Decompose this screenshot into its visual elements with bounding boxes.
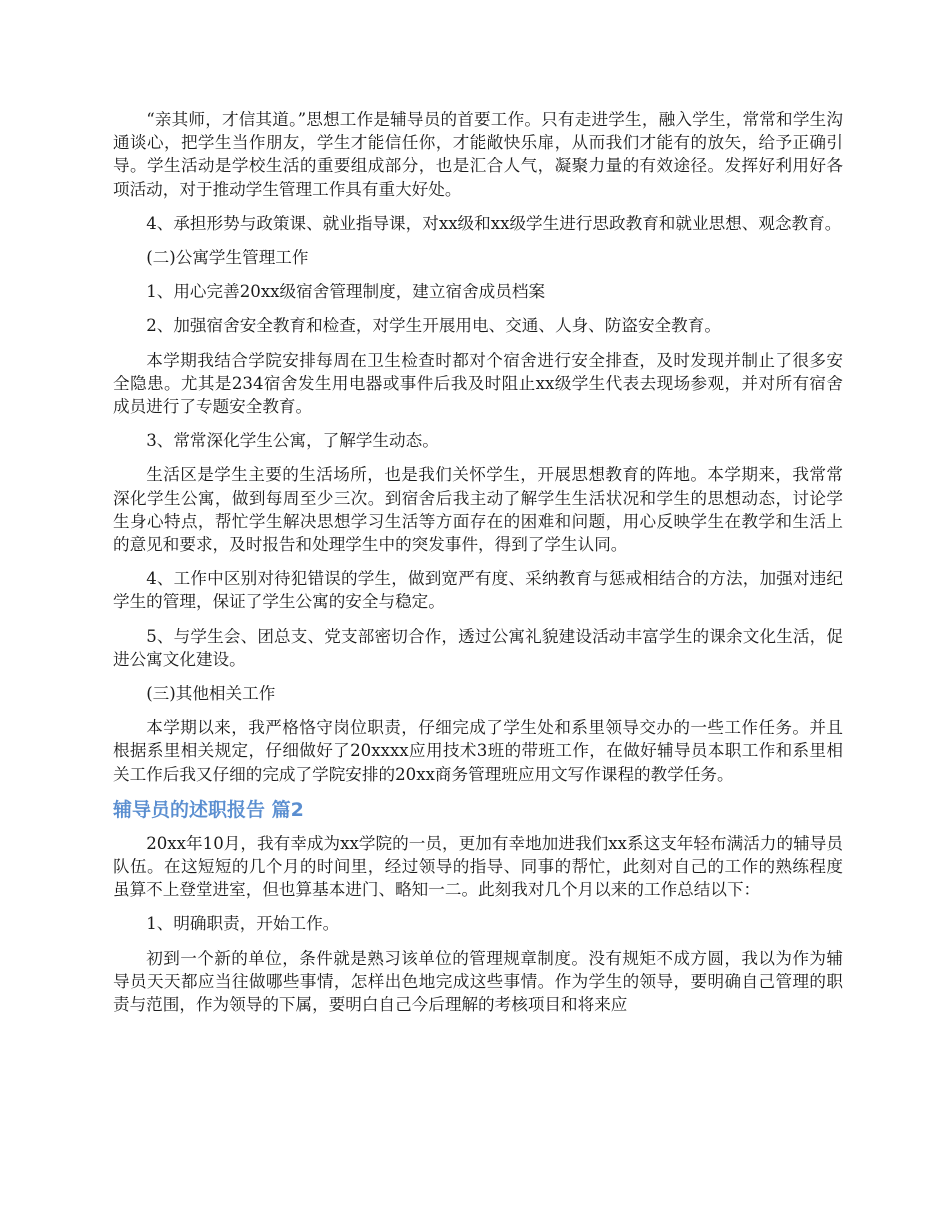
- subsection-title: (二)公寓学生管理工作: [146, 248, 309, 268]
- paragraph: 3、常常深化学生公寓，了解学生动态。: [146, 431, 439, 451]
- paragraph: 1、明确职责，开始工作。: [146, 914, 340, 934]
- paragraph: 4、承担形势与政策课、就业指导课，对xx级和xx级学生进行思政教育和就业思想、观念教育。: [146, 213, 842, 233]
- paragraph: “亲其师，才信其道。”思想工作是辅导员的首要工作。只有走进学生，融入学生，常常和学生沟通谈心，把学生当作朋友，学生才能信任你，才能敞快乐扉，从而我们才能有的放矢，给予正确引导。学生活动是学校生活的重要组成部分，也是汇合人气，凝聚力量的有效途径。发挥好利用好各项活动，对于推动学生管理工作具有重大好处。: [113, 110, 843, 199]
- document-page: [113, 108, 843, 1027]
- subsection-title: (三)其他相关工作: [146, 684, 276, 704]
- paragraph: 5、与学生会、团总支、党支部密切合作，透过公寓礼貌建设活动丰富学生的课余文化生活，促进公寓文化建设。: [113, 626, 843, 669]
- paragraph: 4、工作中区别对待犯错误的学生，做到宽严有度、采纳教育与惩戒相结合的方法，加强对违纪学生的管理，保证了学生公寓的安全与稳定。: [113, 569, 843, 612]
- paragraph: 20xx年10月，我有幸成为xx学院的一员，更加有幸地加进我们xx系这支年轻布满活力的辅导员队伍。在这短短的几个月的时间里，经过领导的指导、同事的帮忙，此刻对自己的工作的熟练程度虽算不上登堂进室，但也算基本进门、略知一二。此刻我对几个月以来的工作总结以下：: [113, 833, 843, 900]
- paragraph: 生活区是学生主要的生活场所，也是我们关怀学生，开展思想教育的阵地。本学期来，我常常深化学生公寓，做到每周至少三次。到宿舍后我主动了解学生生活状况和学生的思想动态，讨论学生身心特点，帮忙学生解决思想学习生活等方面存在的困难和问题，用心反映学生在教学和生活上的意见和要求，及时报告和处理学生中的突发事件，得到了学生认同。: [113, 465, 843, 555]
- section-heading: 辅导员的述职报告 篇2: [113, 798, 304, 821]
- paragraph: 初到一个新的单位，条件就是熟习该单位的管理规章制度。没有规矩不成方圆，我以为作为辅导员天天都应当往做哪些事情，怎样出色地完成这些事情。作为学生的领导，要明确自己管理的职责与范围，作为领导的下属，要明白自己今后理解的考核项目和将来应: [113, 948, 843, 1015]
- paragraph: 1、用心完善20xx级宿舍管理制度，建立宿舍成员档案: [146, 282, 546, 302]
- paragraph: 2、加强宿舍安全教育和检查，对学生开展用电、交通、人身、防盗安全教育。: [146, 316, 721, 336]
- paragraph: 本学期以来，我严格恪守岗位职责，仔细完成了学生处和系里领导交办的一些工作任务。并且根据系里相关规定，仔细做好了20xxxx应用技术3班的带班工作，在做好辅导员本职工作和系里相关工作后我又仔细的完成了学院安排的20xx商务管理班应用文写作课程的教学任务。: [113, 718, 843, 784]
- paragraph: 本学期我结合学院安排每周在卫生检查时都对个宿舍进行安全排查，及时发现并制止了很多安全隐患。尤其是234宿舍发生用电器或事件后我及时阻止xx级学生代表去现场参观，并对所有宿舍成员进行了专题安全教育。: [113, 350, 843, 417]
